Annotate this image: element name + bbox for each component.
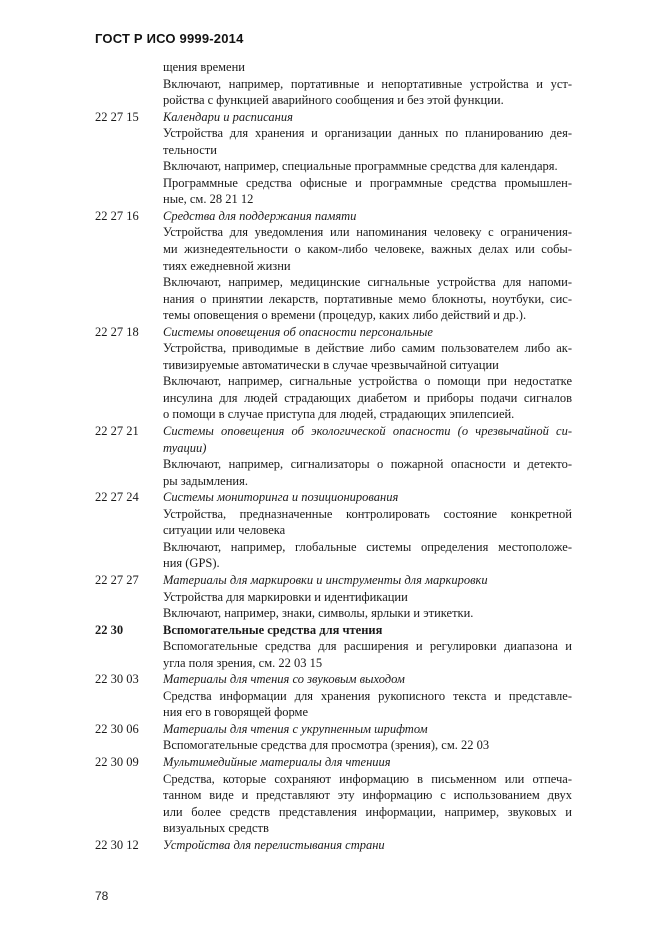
entry-body-line: о помощи в случае приступа для людей, страдающих эпилепсией. (163, 407, 515, 422)
entry-body-line: тельности (163, 142, 217, 157)
entry-lines (163, 59, 572, 109)
entry-title-line: Календари и расписания (163, 109, 293, 124)
entry (95, 324, 572, 423)
entry-lines (163, 109, 572, 208)
entry-code: 22 30 (95, 622, 124, 637)
entry-code: 22 27 16 (95, 208, 139, 223)
page-number: 78 (95, 889, 109, 903)
entry-body-line: Вспомогательные средства для расширения и регулировки диапазона и (163, 639, 572, 654)
entry-body-line: Включают, например, сигнализаторы о пожарной опасности и детекто- (163, 457, 572, 472)
entry (95, 721, 572, 754)
entry-body-line: или более средств представления информации, например, звуковых и (163, 804, 572, 819)
entry-body-line: тиях ежедневной жизни (163, 258, 291, 273)
entry (95, 671, 572, 721)
entry-lines (163, 754, 572, 837)
entry-title-line: Системы оповещения об экологической опасности (о чрезвычайной си- (163, 424, 572, 439)
entry-body-line: Включают, например, сигнальные устройства о помощи при недостатке (163, 374, 572, 389)
entry-lines (163, 423, 572, 489)
entry-body-line: ные, см. 28 21 12 (163, 192, 254, 207)
entry-title-line: Материалы для маркировки и инструменты для маркировки (163, 572, 488, 587)
entry-lines (163, 671, 572, 721)
entry-title-line: Средства для поддержания памяти (163, 208, 357, 223)
entry-body-line: Устройства, предназначенные контролировать состояние конкретной (163, 506, 572, 521)
document-header-title: ГОСТ Р ИСО 9999-2014 (95, 31, 244, 46)
entry-body-line: Средства информации для хранения рукописного текста и представле- (163, 688, 572, 703)
entry-code: 22 30 09 (95, 754, 139, 769)
entry-body-line: танном виде и представляют эту информацию с использованием двух (163, 788, 572, 803)
entry-body-line: темы оповещения о времени (процедур, каких либо действий и др.). (163, 308, 527, 323)
entry-lines (163, 622, 572, 672)
entry-code: 22 27 21 (95, 424, 139, 439)
entry-body-line: визуальных средств (163, 821, 269, 836)
entry-body-line: ройства с функцией аварийного сообщения и без этой функции. (163, 93, 504, 108)
entry-body-line: Устройства для уведомления или напоминания человеку с ограничения- (163, 225, 572, 240)
entry (95, 572, 572, 622)
entry-lines (163, 721, 572, 754)
entry-body-line: Включают, например, глобальные системы определения местоположе- (163, 539, 572, 554)
entry-body-line: Программные средства офисные и программные средства промышлен- (163, 175, 572, 190)
entry-body-line: ми жизнедеятельности о каком-либо человеке, важных делах или собы- (163, 242, 572, 257)
entry (95, 489, 572, 572)
entry-body-line: ры задымления. (163, 473, 248, 488)
entry-code: 22 30 06 (95, 721, 139, 736)
entry-body-line: Устройства для хранения и организации данных по планированию дея- (163, 126, 572, 141)
entry-body-line: ния (GPS). (163, 556, 220, 571)
entry-lines (163, 837, 572, 854)
entry-body-line: тивизируемые автоматически в случае чрезвычайной ситуации (163, 357, 499, 372)
entry-body-line: Средства, которые сохраняют информацию в письменном или отпеча- (163, 771, 572, 786)
entry-body-line: Устройства, приводимые в действие либо самим пользователем либо ак- (163, 341, 572, 356)
entry-title-line: Устройства для перелистывания страни (163, 837, 385, 852)
entry-lines (163, 489, 572, 572)
entry-title-line: Системы оповещения об опасности персональные (163, 324, 433, 339)
entry (95, 622, 572, 672)
entry-title-line: Мультимедийные материалы для чтениия (163, 754, 391, 769)
entry-body-line: Устройства для маркировки и идентификации (163, 589, 408, 604)
entry-title-line: Системы мониторинга и позиционирования (163, 490, 399, 505)
entry-title-line: Вспомогательные средства для чтения (163, 622, 383, 637)
entry-code: 22 30 03 (95, 672, 139, 687)
entry-body-line: Включают, например, портативные и непортативные устройства и уст- (163, 76, 572, 91)
entry-body-line: угла поля зрения, см. 22 03 15 (163, 655, 323, 670)
entry (95, 837, 572, 854)
entry-lines (163, 324, 572, 423)
entry-body-line: ния его в говорящей форме (163, 705, 309, 720)
entry-body-line: Включают, например, знаки, символы, ярлыки и этикетки. (163, 606, 474, 621)
entry-body-line: инсулина для людей страдающих диабетом и приборы подачи сигналов (163, 390, 572, 405)
entry-code: 22 27 18 (95, 324, 139, 339)
entry-code: 22 27 24 (95, 490, 139, 505)
entry (95, 754, 572, 837)
entries-list (95, 59, 572, 853)
entry-body-line: Включают, например, медицинские сигнальные устройства для напоми- (163, 275, 572, 290)
entry-title-line: Материалы для чтения со звуковым выходом (163, 672, 405, 687)
entry (95, 109, 572, 208)
entry (95, 59, 572, 109)
entry-body-line: щения времени (163, 60, 245, 74)
entry-code: 22 27 15 (95, 109, 139, 124)
entry-title-line: Материалы для чтения с укрупненным шрифтом (163, 721, 428, 736)
entry (95, 423, 572, 489)
entry (95, 208, 572, 324)
entry-code: 22 30 12 (95, 837, 139, 852)
entry-code: 22 27 27 (95, 572, 139, 587)
entry-body-line: Включают, например, специальные программные средства для календаря. (163, 159, 558, 174)
entry-title-line: туации) (163, 440, 207, 455)
entry-body-line: Вспомогательные средства для просмотра (зрения), см. 22 03 (163, 738, 490, 753)
entry-body-line: ситуации или человека (163, 523, 286, 538)
entry-body-line: нания о принятии лекарств, портативные мемо блокноты, ноутбуки, сис- (163, 291, 572, 306)
entry-lines (163, 572, 572, 622)
entry-lines (163, 208, 572, 324)
entry-code (95, 59, 163, 109)
